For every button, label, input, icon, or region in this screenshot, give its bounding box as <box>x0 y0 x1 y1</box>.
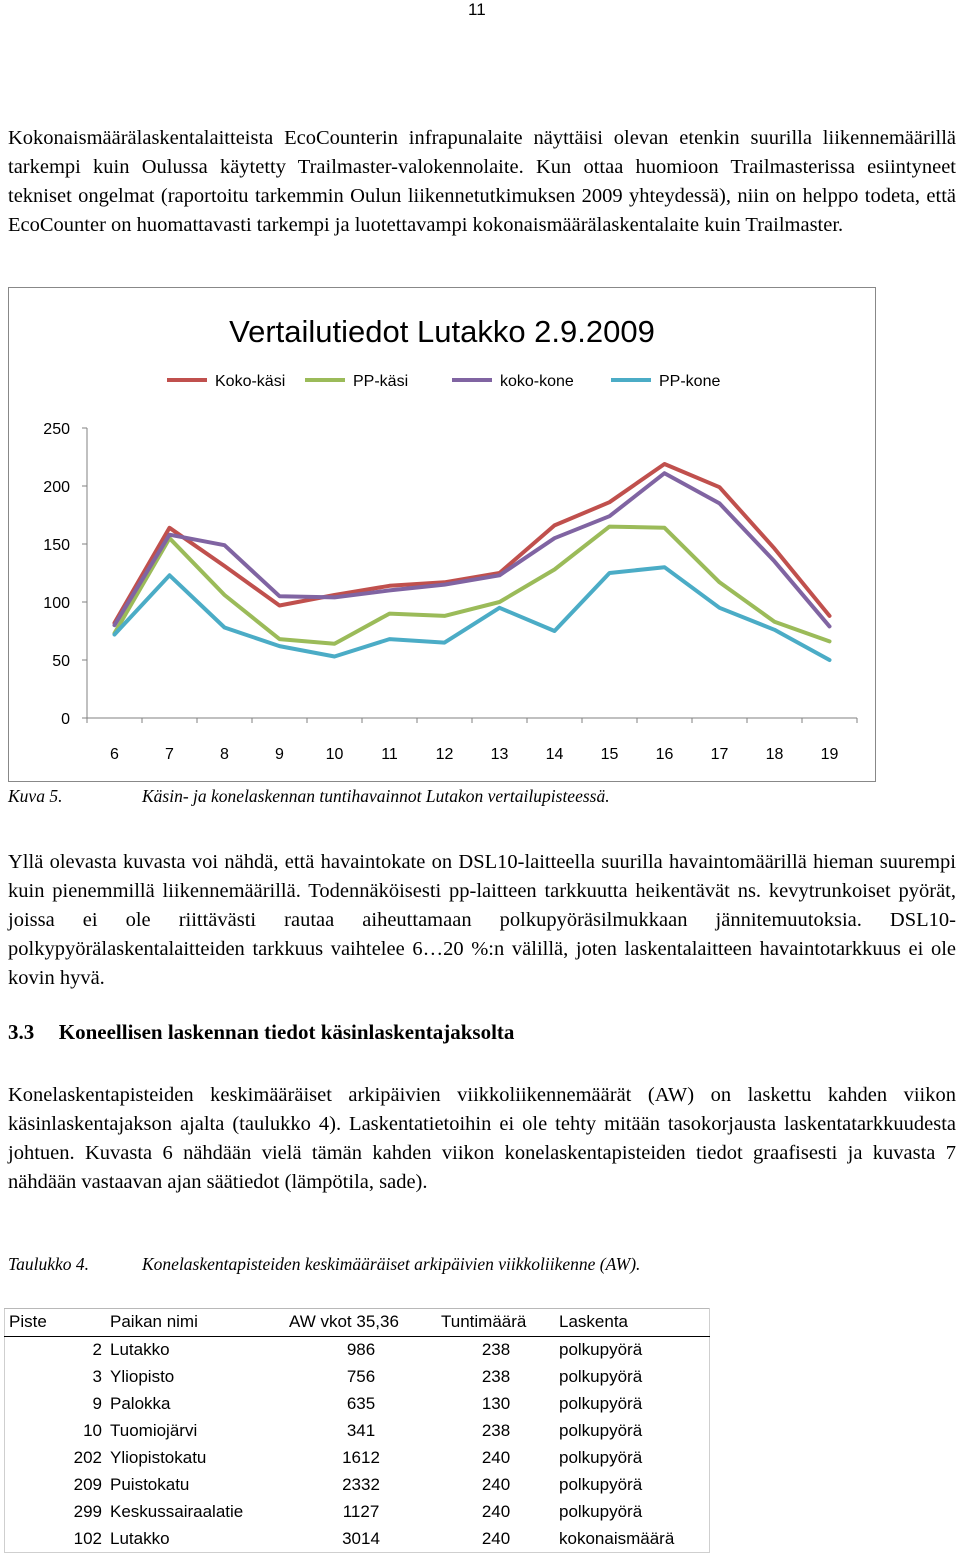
table-cell: 9 <box>5 1391 107 1418</box>
legend-entry: PP-käsi <box>353 373 409 390</box>
x-tick-label: 6 <box>110 746 119 763</box>
table-cell: Keskussairaalatie <box>110 1501 244 1521</box>
y-tick-label: 250 <box>43 421 70 438</box>
table-cell: 209 <box>5 1471 107 1498</box>
table-cell: 240 <box>481 1447 511 1467</box>
table-cell: 238 <box>481 1340 511 1360</box>
table-cell: Tuomiojärvi <box>110 1421 198 1440</box>
x-tick-label: 10 <box>325 746 344 763</box>
table-cell: 130 <box>481 1394 511 1414</box>
x-tick-label: 16 <box>655 746 674 763</box>
table-header-cell: AW vkot 35,36 <box>285 1309 437 1337</box>
table-cell: 1612 <box>342 1447 380 1467</box>
x-tick-label: 13 <box>490 746 509 763</box>
table-cell: polkupyörä <box>555 1444 710 1471</box>
second-paragraph: Yllä olevasta kuvasta voi nähdä, että havaintokate on DSL10-laitteella suurilla havaintomäärillä hieman suurempi kuin pienemmillä liikennemäärillä. Todennäköisesti pp-laitteen tarkkuutta heikentävät ns. kevytrunkoiset pyörät, joissa ei ole riittävästi rautaa aiheuttamaan polkupyöräsilmukkaan jännitemuutoksia. DSL10-polkypyörälaskentalaitteiden tarkkuus vaihtelee 6…20 %:n välillä, joten laskentalaitteen havaintotarkkuus ei ole kovin hyvä. <box>8 851 956 989</box>
table-cell: 299 <box>5 1498 107 1525</box>
table-cell: 3 <box>5 1364 107 1391</box>
table-cell: Palokka <box>110 1394 171 1414</box>
section-number: 3.3 <box>8 1020 35 1044</box>
y-tick-label: 50 <box>52 653 70 670</box>
section-heading <box>8 1020 514 1045</box>
table-cell: 202 <box>5 1444 107 1471</box>
page-number: 11 <box>468 0 486 19</box>
figure-caption-label: Kuva 5. <box>8 786 63 806</box>
section-title: Koneellisen laskennan tiedot käsinlaskentajaksolta <box>58 1020 515 1044</box>
third-paragraph: Konelaskentapisteiden keskimääräiset arkipäivien viikkoliikennemäärät (AW) on laskettu kahden viikon käsinlaskentajakson ajalta (taulukko 4). Laskentatietoihin ei ole tehty mitään tasokorjausta laskentatarkkuudesta johtuen. Kuvasta 6 nähdään vielä tämän kahden viikon konelaskentapisteiden tiedot graafisesti ja kuvasta 7 nähdään vastaavan ajan säätiedot (lämpötila, sade). <box>8 1084 956 1193</box>
table-cell: 3014 <box>285 1525 437 1552</box>
x-tick-label: 15 <box>600 746 619 763</box>
table-cell: 986 <box>346 1340 376 1360</box>
x-tick-label: 17 <box>710 746 729 763</box>
chart-title: Vertailutiedot Lutakko 2.9.2009 <box>229 314 655 349</box>
x-tick-label: 12 <box>435 746 454 763</box>
table-row <box>5 1391 710 1418</box>
table-cell: polkupyörä <box>555 1418 710 1445</box>
table-cell: 2332 <box>342 1474 380 1494</box>
y-tick-label: 0 <box>61 711 70 728</box>
table-cell: 238 <box>481 1421 511 1440</box>
table-cell: 2 <box>5 1336 107 1363</box>
x-tick-label: 9 <box>275 746 284 763</box>
table-row <box>5 1444 710 1471</box>
intro-paragraph: Kokonaismäärälaskentalaitteista EcoCounterin infrapunalaite näyttäisi olevan etenkin suurilla liikennemäärillä tarkempi kuin Oulussa käytetty Trailmaster-valokennolaite. Kun ottaa huomioon Trailmasterissa esiintyneet tekniset ongelmat (raportoitu tarkemmin Oulun liikennetutkimuksen 2009 yhteydessä), niin on helppo todeta, että EcoCounter on huomattavasti tarkempi ja luotettavampi kokonaismäärälaskentalaite kuin Trailmaster. <box>8 127 956 236</box>
table-caption-label: Taulukko 4. <box>8 1254 90 1274</box>
table-cell: 10 <box>5 1418 107 1445</box>
legend-entry: Koko-käsi <box>215 373 286 390</box>
table-cell: Yliopistokatu <box>110 1447 207 1467</box>
y-tick-label: 200 <box>43 479 70 496</box>
table-cell: polkupyörä <box>555 1498 710 1525</box>
legend-entry: PP-kone <box>659 373 721 390</box>
table-header-row <box>5 1309 710 1337</box>
table-cell: 341 <box>346 1421 376 1440</box>
y-tick-label: 150 <box>43 537 70 554</box>
table-cell: Yliopisto <box>110 1367 175 1387</box>
table-cell: Lutakko <box>106 1525 285 1552</box>
table-cell: 1127 <box>342 1501 380 1521</box>
table-header-cell: Piste <box>5 1309 107 1337</box>
figure-caption-text: Käsin- ja konelaskennan tuntihavainnot Lutakon vertailupisteessä. <box>142 786 610 806</box>
x-tick-label: 7 <box>165 746 174 763</box>
table-cell: 240 <box>437 1525 555 1552</box>
legend-entry: koko-kone <box>500 373 574 390</box>
table-cell: polkupyörä <box>555 1391 710 1418</box>
table-cell: polkupyörä <box>555 1364 710 1391</box>
table-cell: Puistokatu <box>110 1474 190 1494</box>
table-cell: 102 <box>5 1525 107 1552</box>
table-cell: polkupyörä <box>555 1471 710 1498</box>
chart-canvas <box>9 288 875 781</box>
table-header-cell: Tuntimäärä <box>437 1309 555 1337</box>
table-cell: kokonaismäärä <box>555 1525 710 1552</box>
series-line-koko-kone <box>115 473 830 626</box>
x-tick-label: 14 <box>545 746 564 763</box>
x-tick-label: 11 <box>381 746 398 763</box>
table-cell: 240 <box>481 1501 511 1521</box>
line-chart <box>8 287 876 782</box>
table-row <box>5 1364 710 1391</box>
table-cell: 240 <box>481 1474 511 1494</box>
table-caption-text: Konelaskentapisteiden keskimääräiset arkipäivien viikkoliikenne (AW). <box>142 1254 641 1274</box>
x-tick-label: 19 <box>820 746 839 763</box>
x-tick-label: 8 <box>220 746 229 763</box>
table-cell: 238 <box>481 1367 511 1387</box>
aw-table <box>4 1308 710 1553</box>
table-cell: polkupyörä <box>555 1336 710 1363</box>
y-tick-label: 100 <box>43 595 70 612</box>
table-cell: Lutakko <box>110 1340 170 1360</box>
table-row <box>5 1336 710 1363</box>
table-row <box>5 1471 710 1498</box>
table-cell: 635 <box>346 1394 376 1414</box>
table-header-cell: Laskenta <box>555 1309 710 1337</box>
table-row <box>5 1418 710 1445</box>
x-tick-label: 18 <box>765 746 784 763</box>
table-row <box>5 1525 710 1552</box>
table-header-cell: Paikan nimi <box>106 1309 285 1337</box>
table-row <box>5 1498 710 1525</box>
table-cell: 756 <box>346 1367 376 1387</box>
